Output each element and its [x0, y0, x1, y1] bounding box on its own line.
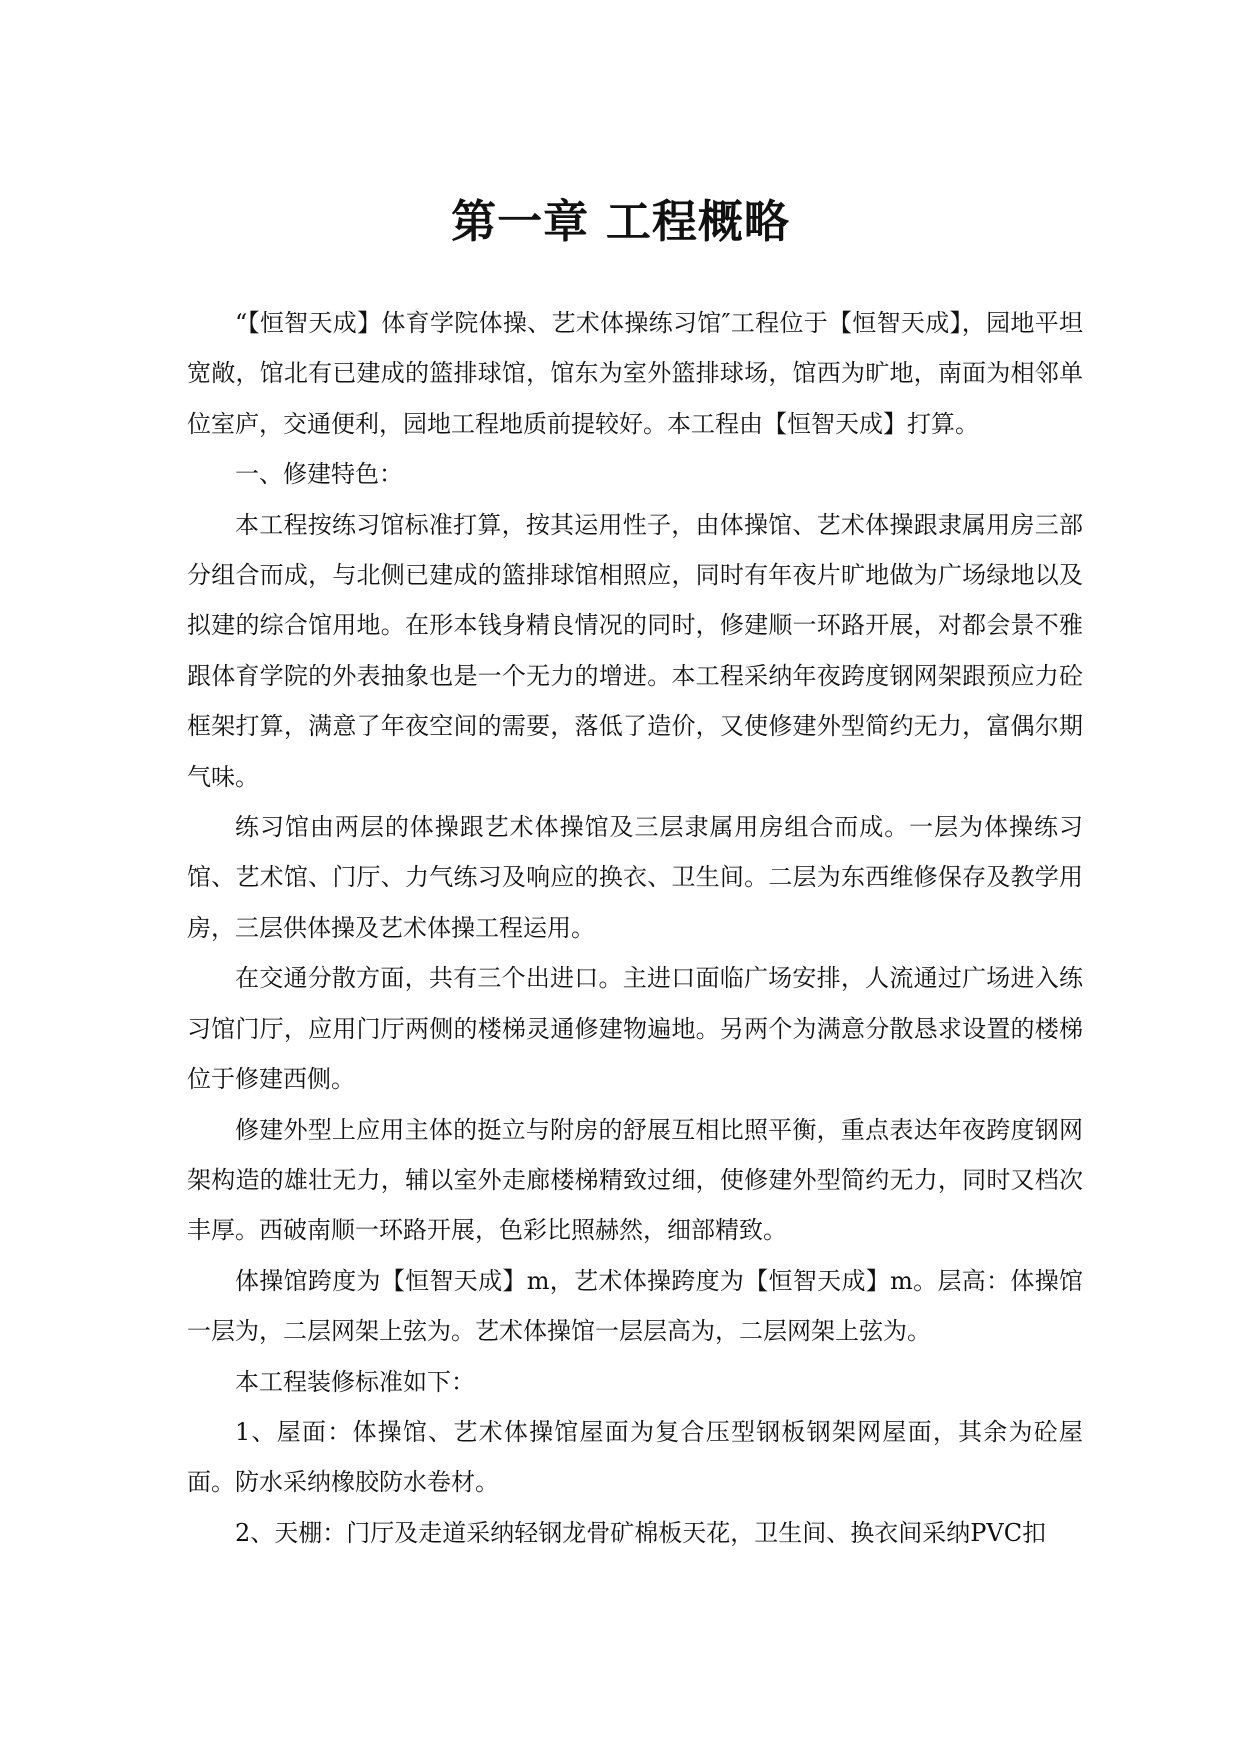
document-body	[187, 298, 1083, 1558]
paragraph-exterior-form: 修建外型上应用主体的挺立与附房的舒展互相比照平衡，重点表达年夜跨度钢网架构造的雄壮无力，辅以室外走廊楼梯精致过细，使修建外型简约无力，同时又档次丰厚。西破南顺一环路开展，色彩比照赫然，细部精致。	[187, 1115, 1083, 1245]
paragraph-floor-layout: 练习馆由两层的体操跟艺术体操馆及三层隶属用房组合而成。一层为体操练习馆、艺术馆、门厅、力气练习及响应的换衣、卫生间。二层为东西维修保存及教学用房，三层供体操及艺术体操工程运用。	[187, 813, 1083, 942]
chapter-title: 第一章 工程概略	[451, 195, 790, 248]
paragraph-project-location: “【恒智天成】体育学院体操、艺术体操练习馆″工程位于【恒智天成】，园地平坦宽敞，馆北有已建成的篮排球馆，馆东为室外篮排球场，馆西为旷地，南面为相邻单位室庐，交通便利，园地工程地质前提较好。本工程由【恒智天成】打算。	[187, 309, 1083, 438]
list-item-roof: 1、屋面：体操馆、艺术体操馆屋面为复合压型钢板钢架网屋面，其余为砼屋面。防水采纳橡胶防水卷材。	[187, 1417, 1083, 1497]
paragraph-circulation: 在交通分散方面，共有三个出进口。主进口面临广场安排，人流通过广场进入练习馆门厅，应用门厅两侧的楼梯灵通修建物遍地。另两个为满意分散恳求设置的楼梯位于修建西侧。	[187, 964, 1083, 1094]
paragraph-finish-standard-intro: 本工程装修标准如下：	[235, 1367, 475, 1396]
paragraph-span-and-height: 体操馆跨度为【恒智天成】m，艺术体操跨度为【恒智天成】m。层高：体操馆一层为，二层网架上弦为。艺术体操馆一层层高为，二层网架上弦为。	[187, 1266, 1083, 1346]
section-heading-building-features: 一、修建特色：	[235, 460, 403, 489]
paragraph-design-overview: 本工程按练习馆标准打算，按其运用性子，由体操馆、艺术体操跟隶属用房三部分组合而成，与北侧已建成的篮排球馆相照应，同时有年夜片旷地做为广场绿地以及拟建的综合馆用地。在形本钱身精良情况的同时，修建顺一环路开展，对都会景不雅跟体育学院的外表抽象也是一个无力的增进。本工程采纳年夜跨度钢网架跟预应力砼框架打算，满意了年夜空间的需要，落低了造价，又使修建外型简约无力，富偶尔期气味。	[187, 510, 1083, 791]
list-item-ceiling: 2、天棚：门厅及走道采纳轻钢龙骨矿棉板天花，卫生间、换衣间采纳PVC扣	[235, 1518, 1047, 1547]
